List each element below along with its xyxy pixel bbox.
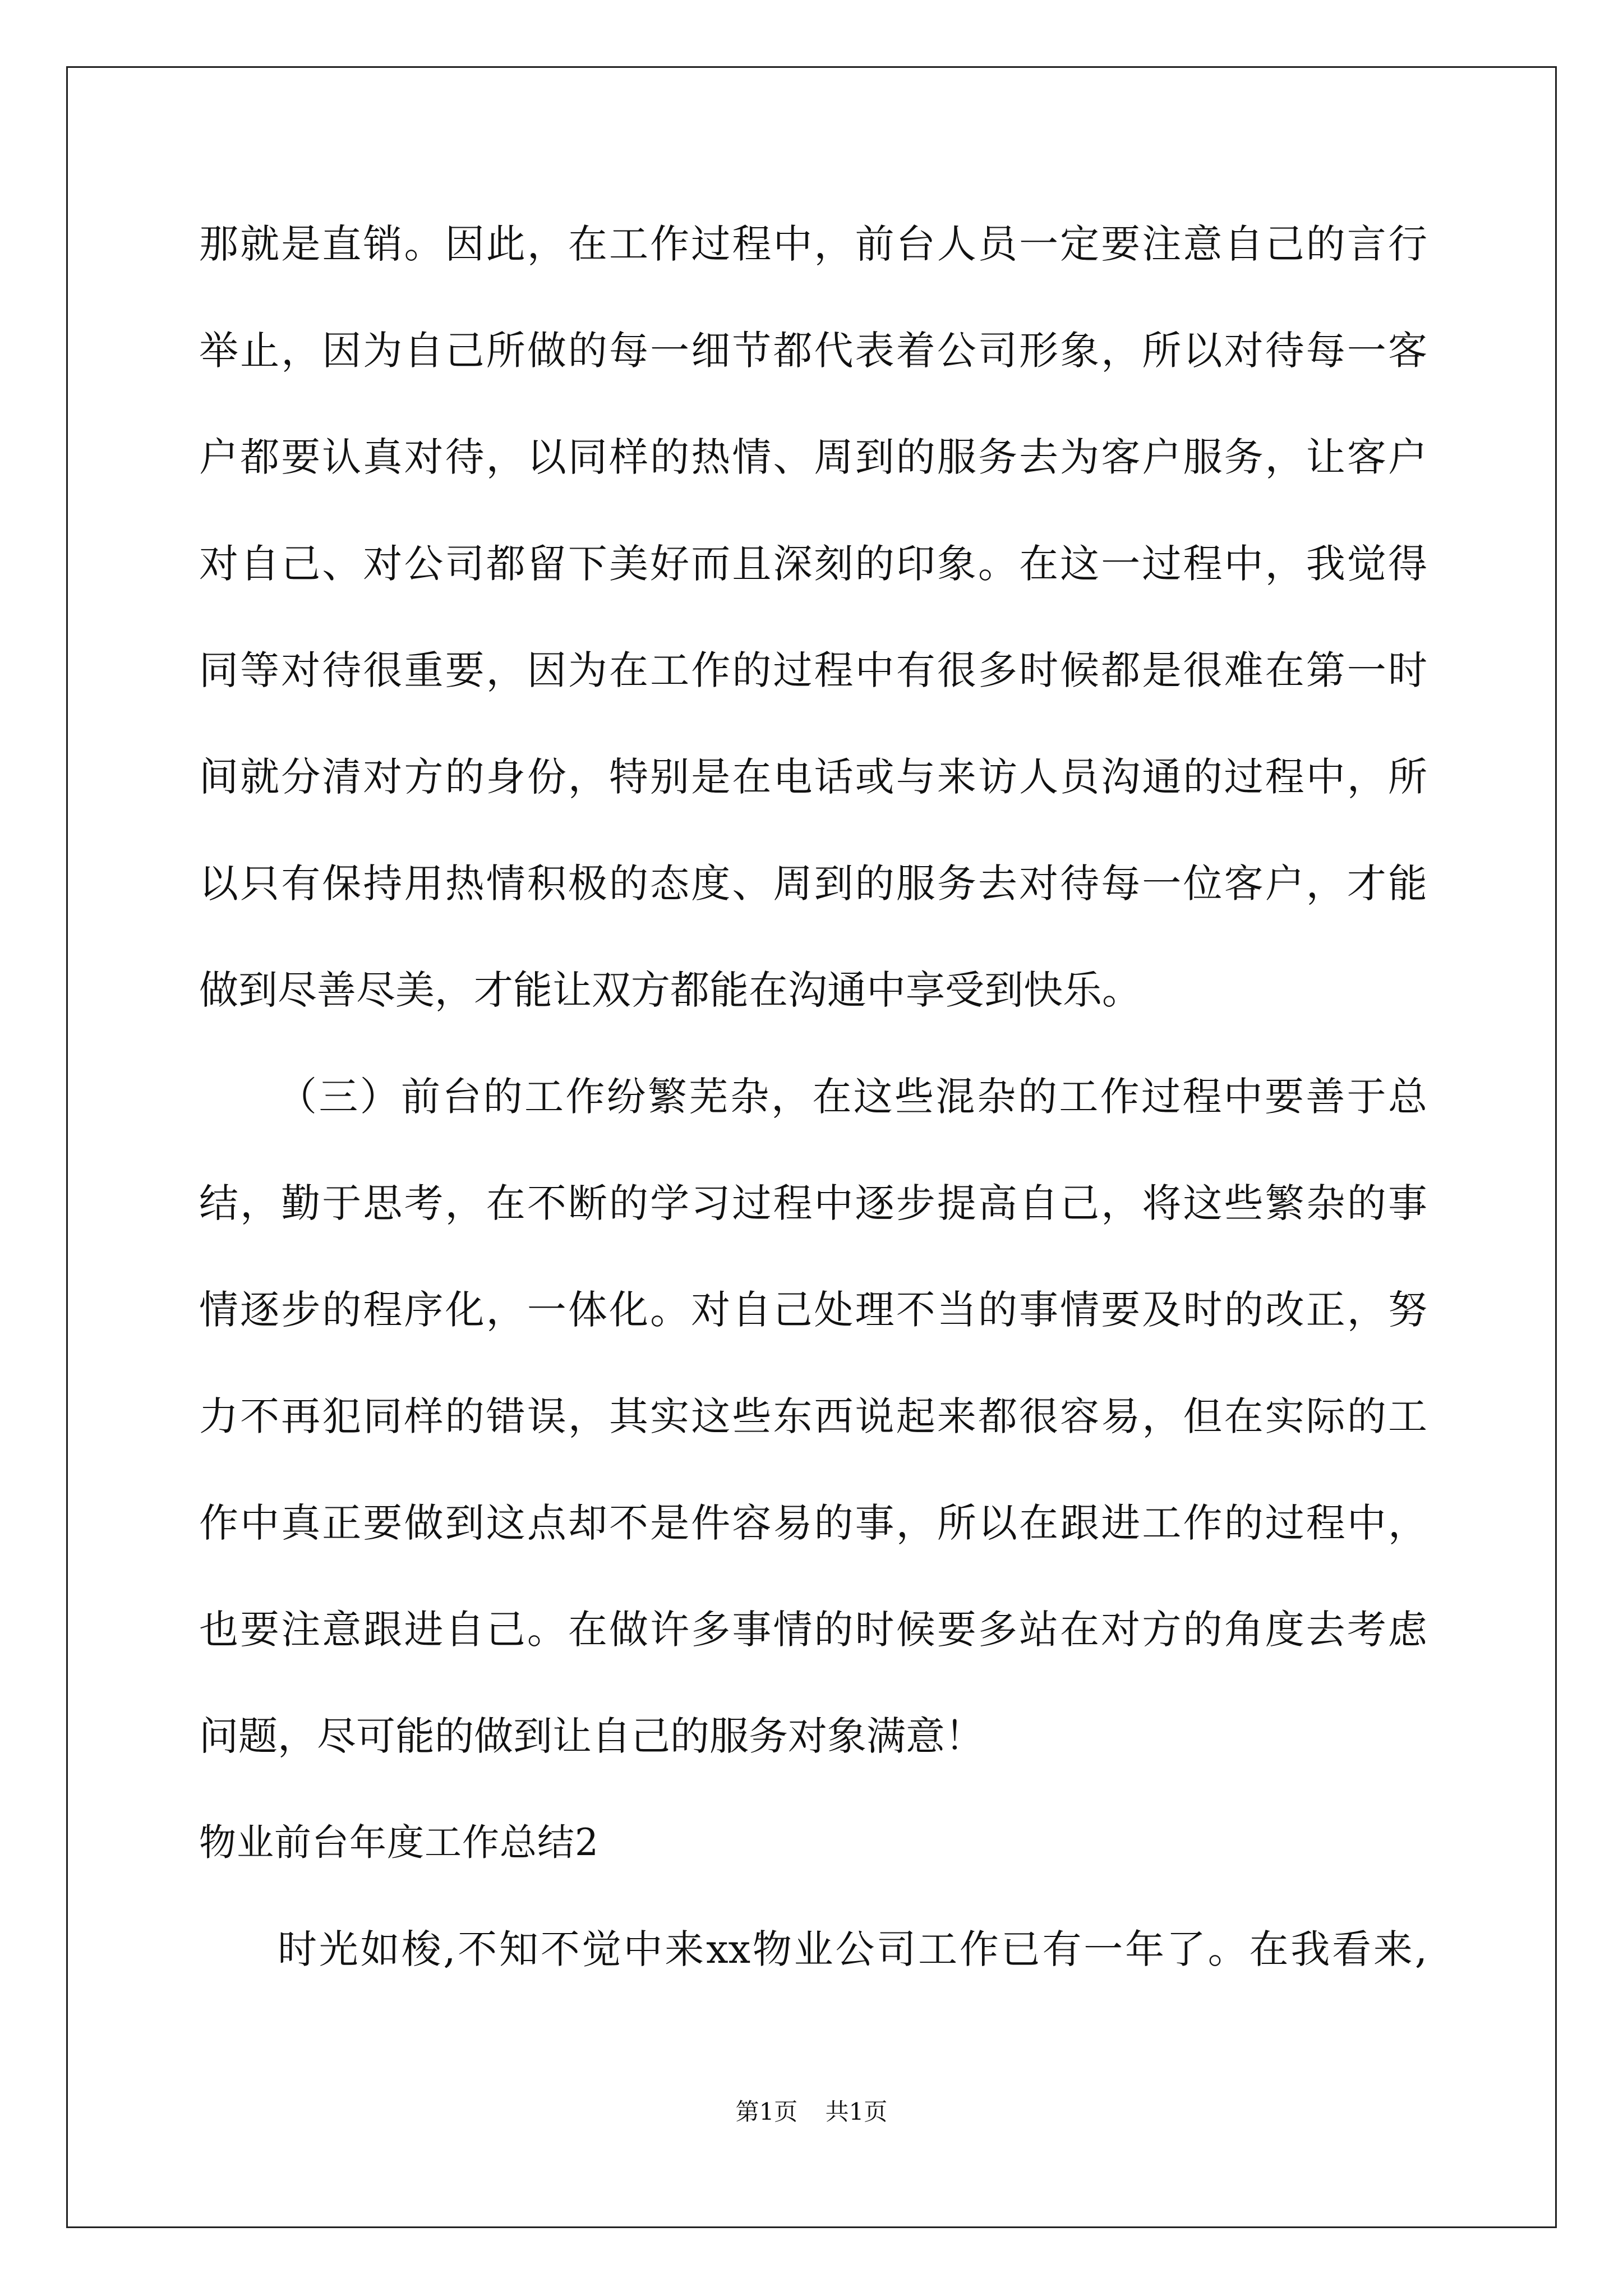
- text-line: 那就是直销。因此，在工作过程中，前台人员一定要注意自己的言行: [199, 221, 1427, 267]
- text-line: 作中真正要做到这点却不是件容易的事，所以在跟进工作的过程中，: [199, 1500, 1427, 1546]
- text-line: 间就分清对方的身份，特别是在电话或与来访人员沟通的过程中，所: [199, 754, 1427, 800]
- text-line: 做到尽善尽美，才能让双方都能在沟通中享受到快乐。: [199, 967, 1141, 1013]
- text-line: 举止，因为自己所做的每一细节都代表着公司形象，所以对待每一客: [199, 328, 1427, 374]
- text-line: 以只有保持用热情积极的态度、周到的服务去对待每一位客户，才能: [199, 861, 1427, 907]
- page-total: 共1页: [825, 2098, 888, 2125]
- text-line-paragraph-start: （三）前台的工作纷繁芜杂，在这些混杂的工作过程中要善于总: [278, 1074, 1427, 1120]
- text-line: 问题，尽可能的做到让自己的服务对象满意！: [199, 1713, 984, 1759]
- text-line: 情逐步的程序化，一体化。对自己处理不当的事情要及时的改正，努: [199, 1287, 1427, 1333]
- section-heading: 物业前台年度工作总结2: [199, 1821, 599, 1864]
- document-body: [199, 191, 1427, 2003]
- text-line: 也要注意跟进自己。在做许多事情的时候要多站在对方的角度去考虑: [199, 1607, 1427, 1653]
- text-line: 力不再犯同样的错误，其实这些东西说起来都很容易，但在实际的工: [199, 1393, 1427, 1439]
- page-number: 第1页: [735, 2098, 798, 2125]
- text-line: 对自己、对公司都留下美好而且深刻的印象。在这一过程中，我觉得: [199, 541, 1427, 587]
- text-line-paragraph-start: 时光如梭,不知不觉中来xx物业公司工作已有一年了。在我看来,: [278, 1926, 1427, 1972]
- page-footer: [0, 2095, 1623, 2129]
- text-line: 同等对待很重要，因为在工作的过程中有很多时候都是很难在第一时: [199, 647, 1427, 693]
- text-line: 户都要认真对待，以同样的热情、周到的服务去为客户服务，让客户: [199, 434, 1427, 480]
- text-line: 结，勤于思考，在不断的学习过程中逐步提高自己，将这些繁杂的事: [199, 1180, 1427, 1226]
